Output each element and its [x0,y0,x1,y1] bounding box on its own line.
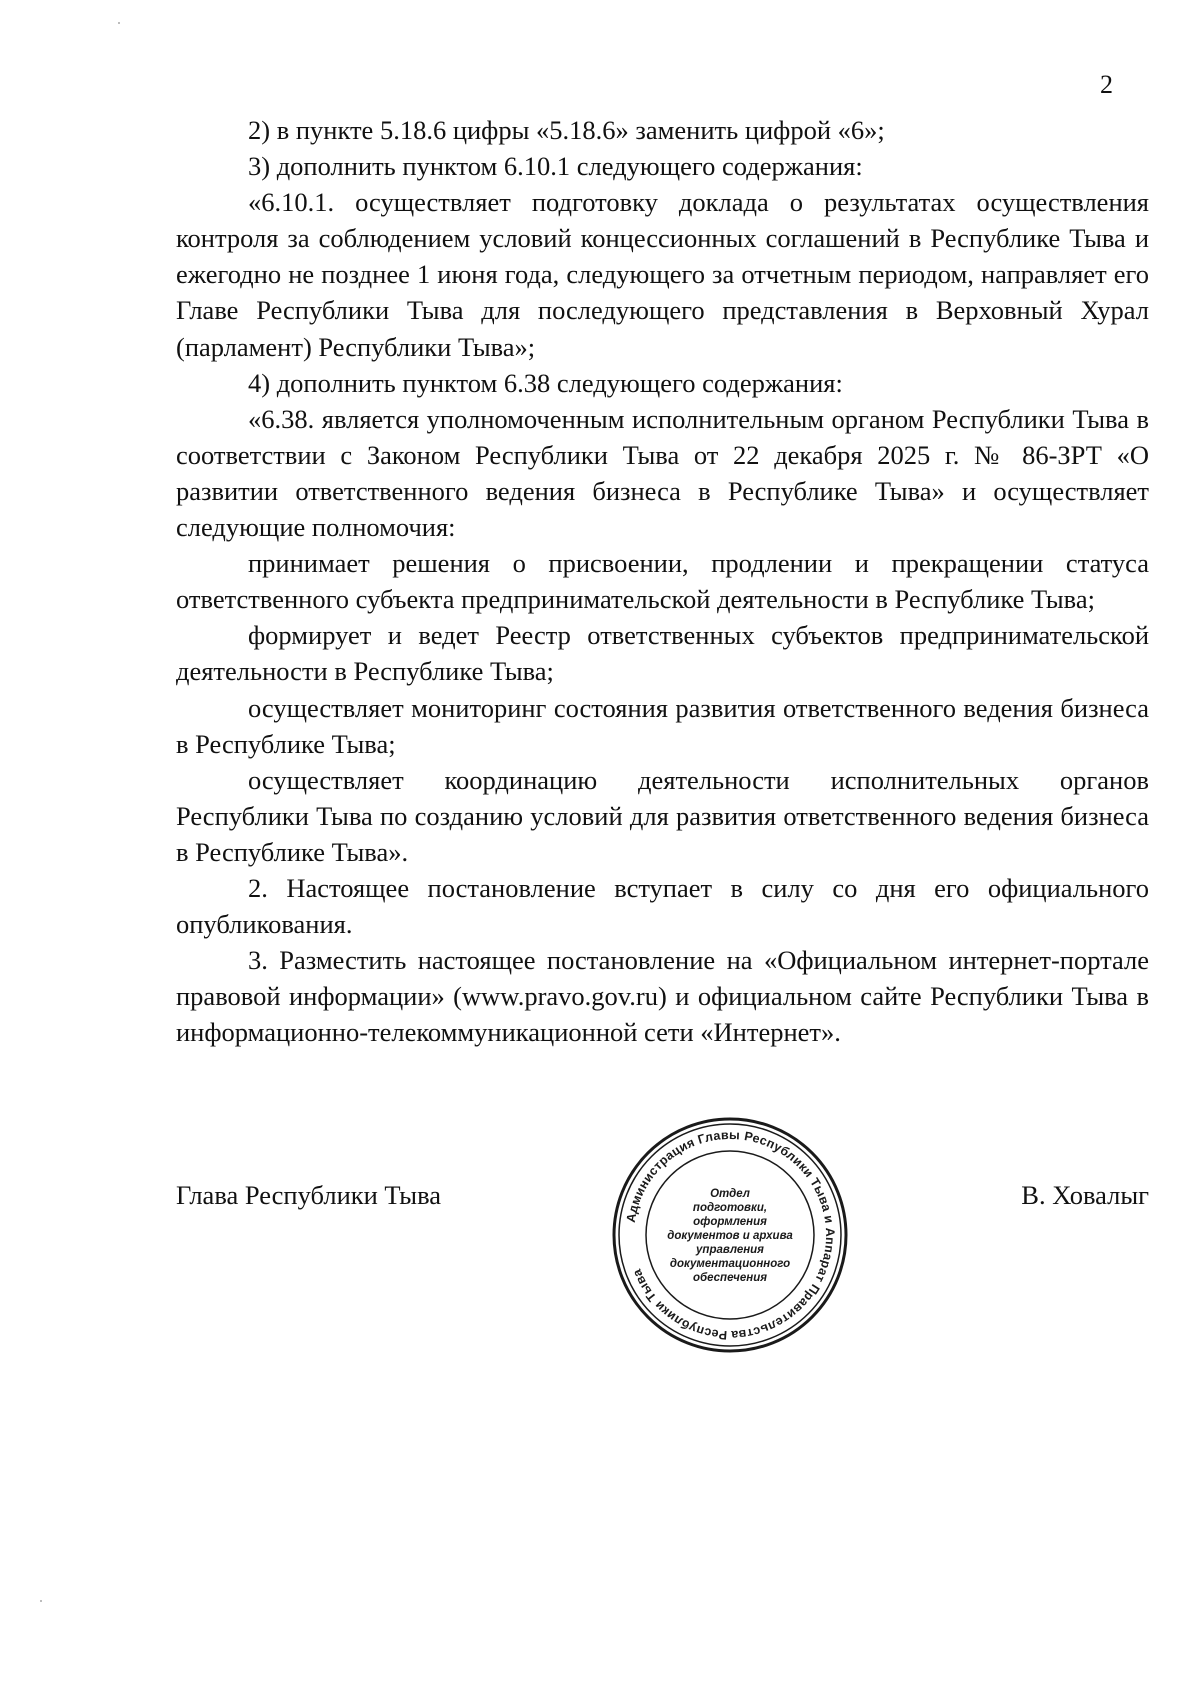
stamp-center-line: подготовки, [692,1202,768,1214]
paragraph-publication: 3. Разместить настоящее постановление на «Официальном интернет-портале правовой информации» (www.pravo.gov.ru) и официальном сайте Республики Тыва в информационно-телекоммуникационной сети «Интернет». [176,945,1149,1048]
paragraph-6-38-text: «6.38. является уполномоченным исполнительным органом Республики Тыва в соответствии с Законом Республики Тыва от 22 декабря 2025 г. № 86-ЗРТ «О развитии ответственного ведения бизнеса в Республике Тыва» и осуществляет следующие полномочия: [176,403,1149,543]
paragraph-add-6-10-1-intro: 3) дополнить пунктом 6.10.1 следующего содержания: [248,151,863,182]
signatory-name: В. Ховалыг [1021,1180,1149,1210]
stamp-center-line: документов и архива [667,1230,793,1242]
stamp-ring-text: Администрация Главы Республики Тыва и Аппарат Правительства Республики Тыва [623,1127,838,1343]
stamp-center-line: управления [696,1244,764,1256]
stamp-center-line: обеспечения [692,1272,768,1284]
stamp-center-line: оформления [693,1216,767,1228]
page-number: 2 [1100,70,1113,99]
paragraph-power-status: принимает решения о присвоении, продлении и прекращении статуса ответственного субъекта предпринимательской деятельности в Республике Тыва; [176,548,1149,615]
stamp-center-line: документационного [669,1258,791,1270]
official-seal-stamp [610,1115,850,1355]
paragraph-entry-into-force: 2. Настоящее постановление вступает в силу со дня его официального опубликования. [176,872,1149,940]
signatory-position: Глава Республики Тыва [176,1180,442,1210]
paragraph-power-coordination: осуществляет координацию деятельности исполнительных органов Республики Тыва по созданию условий для развития ответственного ведения бизнеса в Республике Тыва». [176,764,1149,867]
document-body [176,112,1149,1050]
paragraph-amend-5-18-6: 2) в пункте 5.18.6 цифры «5.18.6» заменить цифрой «6»; [248,115,885,145]
stamp-center-line: Отдел [710,1188,750,1200]
paragraph-6-10-1-text: «6.10.1. осуществляет подготовку доклада о результатах осуществления контроля за соблюдением условий концессионных соглашений в Республике Тыва и ежегодно не позднее 1 июня года, следующего за отчетным периодом, направляет его Главе Республики Тыва для последующего представления в Верховный Хурал (парламент) Республики Тыва»; [176,187,1149,362]
paragraph-add-6-38-intro: 4) дополнить пунктом 6.38 следующего содержания: [248,367,843,398]
paragraph-power-registry: формирует и ведет Реестр ответственных субъектов предпринимательской деятельности в Республике Тыва; [176,620,1149,687]
paragraph-power-monitoring: осуществляет мониторинг состояния развития ответственного ведения бизнеса в Республике Тыва; [176,692,1149,759]
